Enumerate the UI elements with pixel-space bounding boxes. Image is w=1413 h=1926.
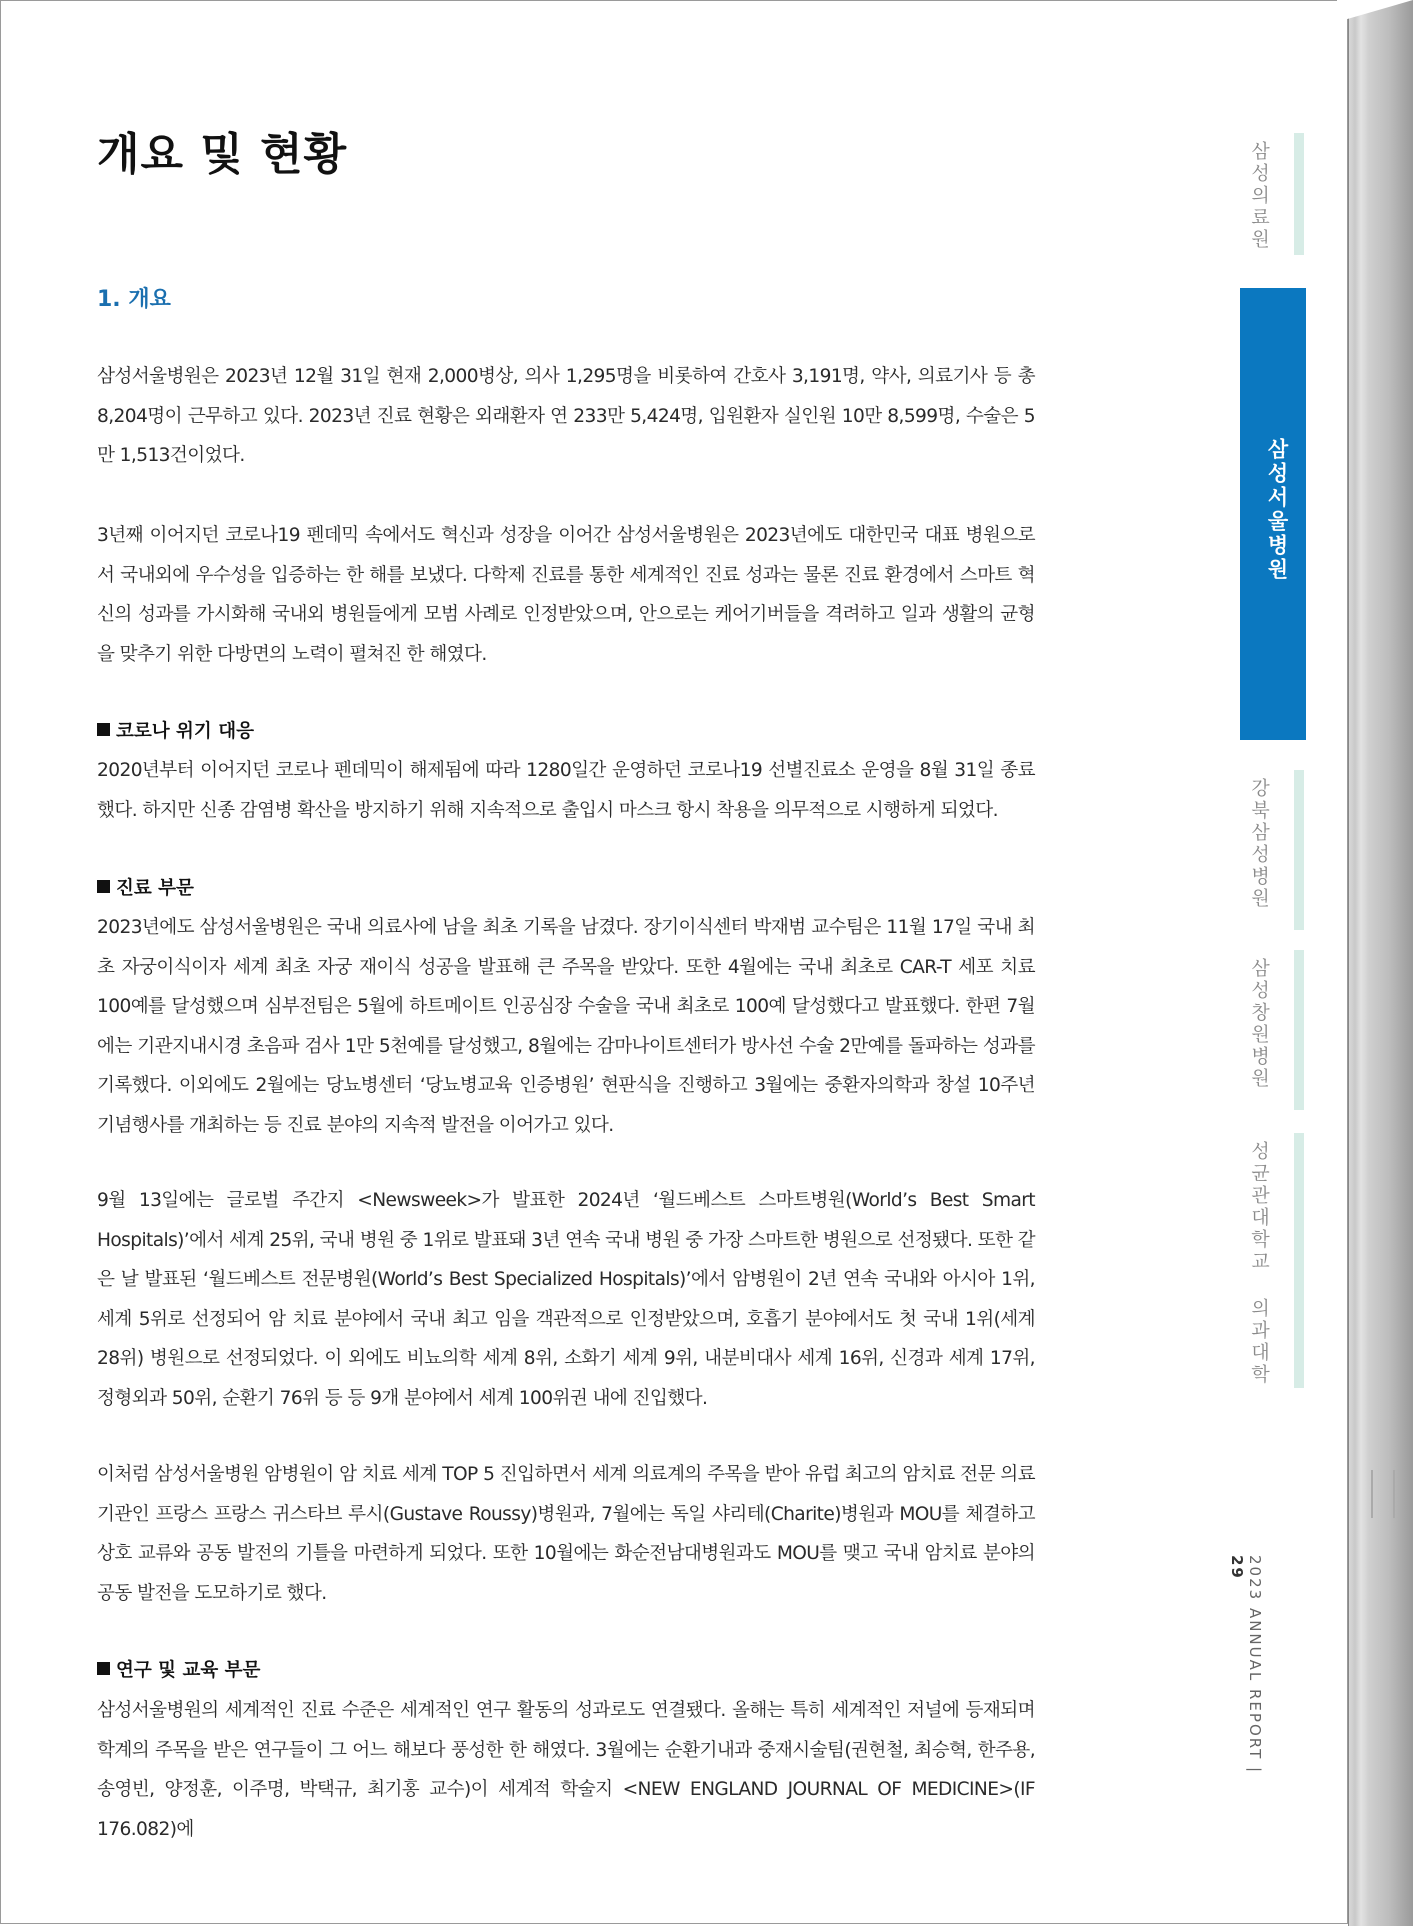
paragraph-summary: 3년째 이어지던 코로나19 펜데믹 속에서도 혁신과 성장을 이어간 삼성서울병원은 2023년에도 대한민국 대표 병원으로서 국내외에 우수성을 입증하는 한 해를 보냈다. 다학제 진료를 통한 세계적인 진료 성과는 물론 진료 환경에서 스마트 혁신의 성과를 가시화해 국내외 병원들에게 모범 사례로 인정받았으며, 안으로는 케어기버들을 격려하고 일과 생활의 균형을 맞추기 위한 다방면의 노력이 펼쳐진 한 해였다. bbox=[97, 525, 1035, 665]
paragraph-corona: 2020년부터 이어지던 코로나 펜데믹이 해제됨에 따라 1280일간 운영하던 코로나19 선별진료소 운영을 8월 31일 종료했다. 하지만 신종 감염병 확산을 방지하기 위해 지속적으로 출입시 마스크 항시 착용을 의무적으로 시행하게 되었다. bbox=[97, 760, 1035, 821]
report-label: 2023 ANNUAL REPORT bbox=[1246, 1555, 1264, 1761]
square-bullet-icon bbox=[97, 880, 110, 893]
page-ridges bbox=[1371, 1470, 1395, 1518]
square-bullet-icon bbox=[97, 1662, 110, 1675]
side-tab-samsung-medical[interactable] bbox=[1240, 133, 1304, 255]
subheading-corona bbox=[97, 717, 254, 743]
page-number: 29 bbox=[1228, 1555, 1246, 1580]
paragraph-intro: 삼성서울병원은 2023년 12월 31일 현재 2,000병상, 의사 1,295명을 비롯하여 간호사 3,191명, 약사, 의료기사 등 총 8,204명이 근무하고 있다. 2023년 진료 현황은 외래환자 연 233만 5,424명, 입원환자 실인원 10만 8,599명, 수술은 5만 1,513건이었다. bbox=[97, 366, 1035, 466]
subheading-corona-label: 코로나 위기 대응 bbox=[116, 721, 254, 742]
side-tab-label: 강북삼성병원 bbox=[1248, 778, 1270, 910]
subheading-research-label: 연구 및 교육 부문 bbox=[116, 1660, 261, 1681]
paragraph-research: 삼성서울병원의 세계적인 진료 수준은 세계적인 연구 활동의 성과로도 연결됐다. 올해는 특히 세계적인 저널에 등재되며 학계의 주목을 받은 연구들이 그 어느 해보다 풍성한 한 해였다. 3월에는 순환기내과 중재시술팀(권현철, 최승혁, 한주용, 송영빈, 양정훈, 이주명, 박택규, 최기홍 교수)이 세계적 학술지 <NEW ENGLAND JOURNAL OF MEDICINE>(IF 176.082)에 bbox=[97, 1700, 1035, 1840]
subheading-research bbox=[97, 1656, 260, 1682]
tab-bar bbox=[1294, 770, 1304, 930]
side-tab-label: 성균관대학교 의과대학 bbox=[1248, 1141, 1270, 1386]
footer-annual-report bbox=[1228, 1555, 1264, 1805]
side-tab-label: 삼성의료원 bbox=[1248, 141, 1270, 251]
side-tab-changwon[interactable] bbox=[1240, 950, 1304, 1110]
side-tab-skku-medicine[interactable] bbox=[1240, 1133, 1304, 1388]
side-tab-label: 삼성창원병원 bbox=[1248, 958, 1270, 1090]
side-tab-label: 삼성서울병원 bbox=[1265, 438, 1289, 582]
subheading-clinic-label: 진료 부문 bbox=[116, 878, 194, 899]
separator: | bbox=[1246, 1767, 1264, 1775]
paragraph-newsweek: 9월 13일에는 글로벌 주간지 <Newsweek>가 발표한 2024년 ‘월드베스트 스마트병원(World’s Best Smart Hospitals)’에서 세계 25위, 국내 병원 중 1위로 발표돼 3년 연속 국내 병원 중 가장 스마트한 병원으로 선정됐다. 또한 같은 날 발표된 ‘월드베스트 전문병원(World’s Best Specialized Hospitals)’에서 암병원이 2년 연속 국내와 아시아 1위, 세계 5위로 선정되어 암 치료 분야에서 국내 최고 임을 객관적으로 인정받았으며, 호흡기 분야에서도 첫 국내 1위(세계 28위) 병원으로 선정되었다. 이 외에도 비뇨의학 세계 8위, 소화기 세계 9위, 내분비대사 세계 16위, 신경과 세계 17위, 정형외과 50위, 순환기 76위 등 등 9개 분야에서 세계 100위권 내에 진입했다. bbox=[97, 1190, 1035, 1409]
section-heading: 1. 개요 bbox=[97, 287, 171, 312]
side-tab-kangbuk[interactable] bbox=[1240, 770, 1304, 930]
paragraph-mou: 이처럼 삼성서울병원 암병원이 암 치료 세계 TOP 5 진입하면서 세계 의료계의 주목을 받아 유럽 최고의 암치료 전문 의료기관인 프랑스 프랑스 귀스타브 루시(Gustave Roussy)병원과, 7월에는 독일 샤리테(Charite)병원과 MOU를 체결하고 상호 교류와 공동 발전의 기틀을 마련하게 되었다. 또한 10월에는 화순전남대병원과도 MOU를 맺고 국내 암치료 분야의 공동 발전을 도모하기로 했다. bbox=[97, 1464, 1035, 1604]
tab-bar bbox=[1294, 133, 1304, 255]
page-fold bbox=[1337, 0, 1413, 22]
side-tab-samsung-seoul[interactable] bbox=[1240, 288, 1306, 740]
subheading-clinic bbox=[97, 874, 194, 900]
paragraph-clinic: 2023년에도 삼성서울병원은 국내 의료사에 남을 최초 기록을 남겼다. 장기이식센터 박재범 교수팀은 11월 17일 국내 최초 자궁이식이자 세계 최초 자궁 재이식 성공을 발표해 큰 주목을 받았다. 또한 4월에는 국내 최초로 CAR-T 세포 치료 100예를 달성했으며 심부전팀은 5월에 하트메이트 인공심장 수술을 국내 최초로 100예 달성했다고 발표했다. 한편 7월에는 기관지내시경 초음파 검사 1만 5천예를 달성했고, 8월에는 감마나이트센터가 방사선 수술 2만예를 돌파하는 성과를 기록했다. 이외에도 2월에는 당뇨병센터 ‘당뇨병교육 인증병원’ 현판식을 진행하고 3월에는 중환자의학과 창설 10주년 기념행사를 개최하는 등 진료 분야의 지속적 발전을 이어가고 있다. bbox=[97, 917, 1035, 1136]
page-title: 개요 및 현황 bbox=[97, 129, 348, 180]
tab-bar bbox=[1294, 1133, 1304, 1388]
square-bullet-icon bbox=[97, 723, 110, 736]
page-stack-edge bbox=[1348, 0, 1413, 1926]
tab-bar bbox=[1294, 950, 1304, 1110]
